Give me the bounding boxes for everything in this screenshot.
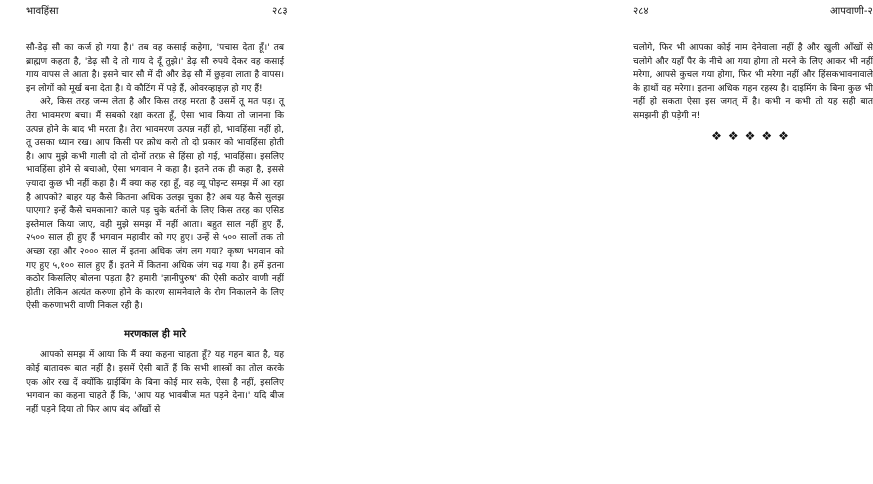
right-paragraph-1: चलोगे, फिर भी आपका कोई नाम देनेवाला नहीं है और खुली आँखों से चलोगे और यहाँ पैर के नीचे आ गया होगा तो मरने के लिए आकर भी नहीं मरेगा, आपसे कुचल गया होगा, फिर भी मरेगा नहीं और हिंसकभावनावाले के हाथों वह मरेगा। इतना अधिक गहन रहस्य है। दाइमिंग के बिना कुछ भी नहीं हो सकता ऐसा इस जगत् में है। कभी न कभी तो यह सही बात समझनी ही पड़ेगी न! xyxy=(633,43,873,121)
left-paragraph-2: अरे, किस तरह जन्म लेता है और किस तरह मरता है उसमें तू मत पड़। तू तेरा भावमरण बचा। मैं सबको रक्षा करता हूँ, ऐसा भाव किया तो जानना कि उत्पन्न होने के बाद भी मरता है। तेरा भावमरण उत्पन्न नहीं हो, भावहिंसा नहीं हो, तू उसका ध्यान रख। आप किसी पर क्रोध करो तो दो प्रकार को भावहिंसा होती है। आप मुझे कभी गाली दो तो दोनों तरफ़ से हिंसा हो गई, भावहिंसा। इसलिए भावहिंसा होने से बचाओ, ऐसा भगवान ने कहा है। इतने तक ही कहा है, इससे ज़्यादा कुछ भी नहीं कहा है। मैं क्या कह रहा हूँ, वह व्यू पोइन्ट समझ में आ रहा है आपको? बाहर यह कैसे कितना अधिक उलझ चुका है? अब यह कैसे सुलझ पाएगा? इन्हें कैसे चमकाना? काले पड़ चुके बर्तनों के लिए किस तरह का एसिड इस्तेमाल किया जाए, वही मुझे समझ में नहीं आता। बहुत साल नहीं हुए हैं, २५०० साल ही हुए हैं भगवान महावीर को गए हुए। उन्हें से ५०० सालों तक तो अच्छा रहा और २००० साल में इतना अधिक जंग लग गया? कृष्ण भगवान को गए हुए ५,१०० साल हुए हैं। इतने में कितना अधिक जंग चढ़ गया है। हमें इतना कठोर किसलिए बोलना पड़ता है? हमारी 'ज्ञानीपुरुष' की ऐसी कठोर वाणी नहीं होती। लेकिन अत्यंत करुणा होने के कारण सामनेवाले के रोग निकालने के लिए ऐसी करुणाभरी वाणी निकल रही है। xyxy=(26,97,284,312)
right-page-body xyxy=(633,42,873,143)
section-end-ornament: ❖❖❖❖❖ xyxy=(711,128,795,143)
left-paragraph-3: आपको समझ में आया कि मैं क्या कहना चाहता हूँ? यह गहन बात है, यह कोई बातावरू बात नहीं है। इसमें ऐसी बातें हैं कि सभी शास्त्रों का तोल करके एक ओर रख दें क्योंकि ग्राईबिंग के बिना कोई मार सके, ऐसा है नहीं, इसलिए भगवान का कहना चाहते हैं कि, 'आप यह भावबीज मत पड़ने देना।' यदि बीज नहीं पड़ने दिया तो फिर आप बंद आँखों से xyxy=(26,350,284,415)
left-paragraph-1: सौ-डेढ़ सौ का कर्ज हो गया है।' तब वह कसाई कहेगा, 'पचास देता हूँ।' तब ब्राह्मण कहता है, 'डेढ़ सौ दे तो गाय दे दूँ तुझे।' डेढ़ सौ रुपये देकर वह कसाई गाय वापस ले आता है। इसने चार सौ में दी और डेढ़ सौ में छुड़वा लाता है वापस। इन लोगों को मूर्ख बना देता है। ये कौटिंग में पड़े हैं, ओवरव्हाइज़ हो गए हैं! xyxy=(26,43,284,94)
right-header-title: आपवाणी-२ xyxy=(830,6,873,17)
section-heading: मरणकाल ही मारे xyxy=(124,328,186,340)
right-page xyxy=(300,0,873,484)
left-page-body xyxy=(26,42,284,417)
left-page xyxy=(0,0,300,484)
left-page-number: २८३ xyxy=(272,6,288,17)
right-page-number: २८४ xyxy=(633,6,649,17)
left-header-title: भावहिंसा xyxy=(26,6,59,17)
